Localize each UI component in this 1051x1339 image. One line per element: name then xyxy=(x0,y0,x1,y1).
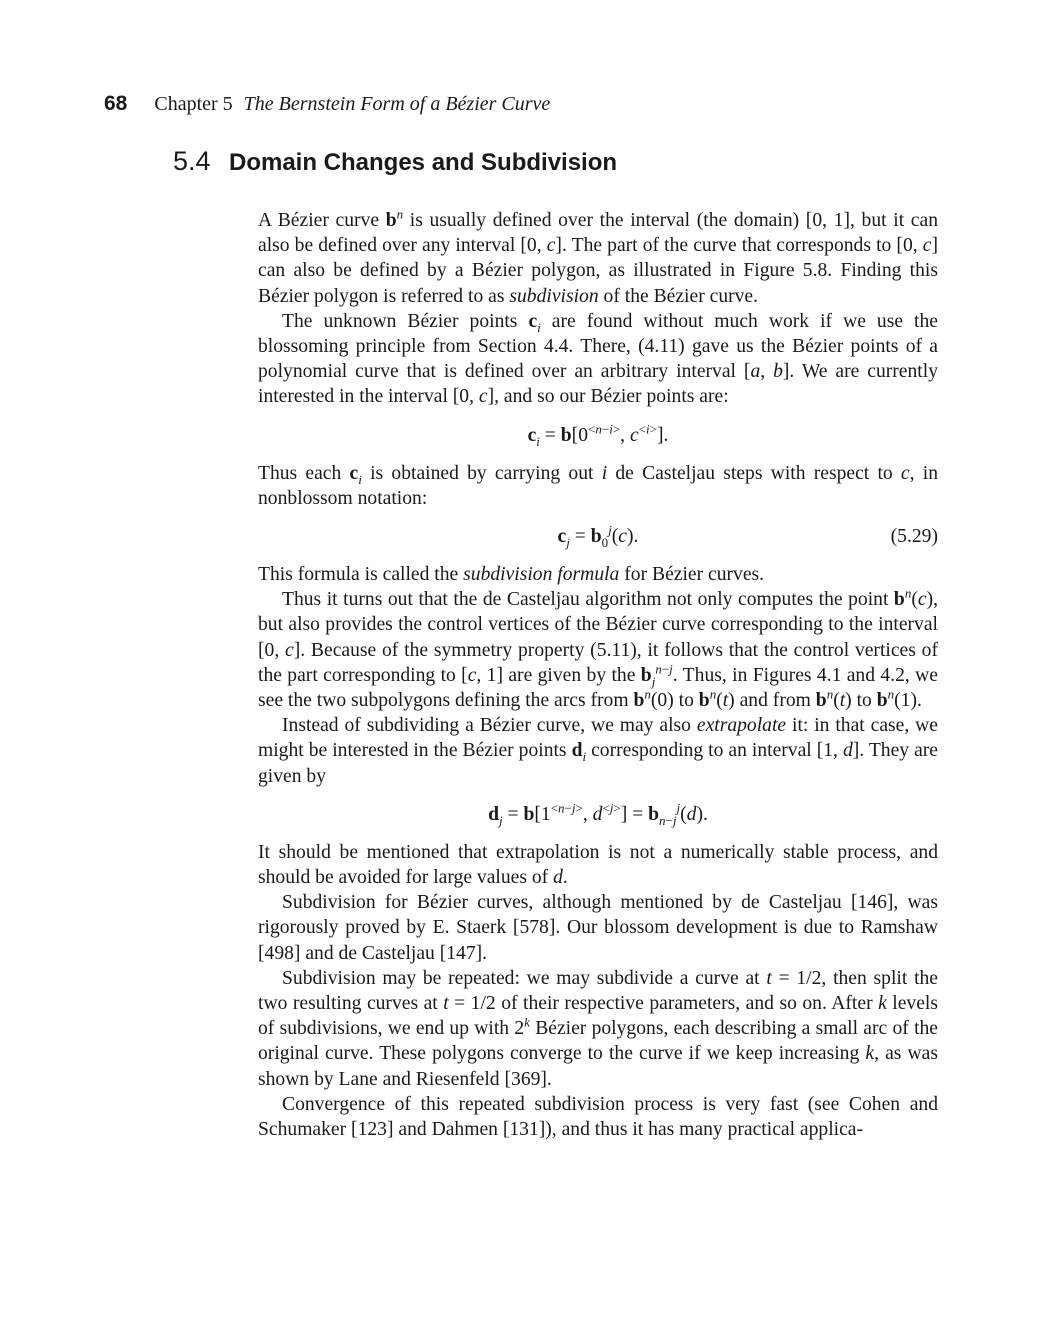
equation-ci-blossom: $c_i = b[0^{<n-i>}$, $c^{<i>}$]. xyxy=(527,421,669,449)
paragraph-9: Subdivision may be repeated: we may subdivide a curve at t = 1/2, then split the two resulting curves at t = 1/2 of their respective parameters, and so on. After k levels of subdivisions, we end up with 2$^k$ Bézier polygons, each describing a small arc of the original curve. These polygons converge to the curve if we keep increasing k, as was shown by Lane and Riesenfeld [369]. xyxy=(258,967,939,1090)
equation-dj: $d_j = b[1^{<n-j>}$, $d^{<j>}] = b_{n-j}^j(d)$. xyxy=(488,800,708,828)
section-number: 5.4 xyxy=(173,146,211,176)
paragraph-8: Subdivision for Bézier curves, although mentioned by de Casteljau [146], was rigorously proved by E. Staerk [578]. Our blossom development is due to Ramshaw [498] and de Casteljau [147]. xyxy=(258,892,938,964)
paragraph-6: Instead of subdividing a Bézier curve, we may also extrapolate it: in that case, we might be interested in the Bézier points $d_i$ corresponding to an interval [1, d]. They are given by xyxy=(258,715,938,787)
equation-number: (5.29) xyxy=(890,526,938,548)
paragraph-7: It should be mentioned that extrapolation is not a numerically stable process, and should be avoided for large values of d. xyxy=(258,841,938,889)
body-text xyxy=(258,208,938,1142)
paragraph-3: Thus each $c_i$ is obtained by carrying out i de Casteljau steps with respect to c, in nonblossom notation: xyxy=(258,462,938,509)
section-heading xyxy=(173,146,617,177)
page-number: 68 xyxy=(104,92,128,115)
paragraph-4: This formula is called the subdivision formula for Bézier curves. xyxy=(258,564,765,586)
paragraph-5: Thus it turns out that the de Casteljau algorithm not only computes the point $b^n(c)$, but also provides the control vertices of the Bézier curve corresponding to the interval [0, c]. Because of the symmetry property (5.11), it follows that the control vertices of the part corresponding to [c, 1] are given by the $b_j^{n-j}$. Thus, in Figures 4.1 and 4.2, we see the two subpolygons defining the arcs from $b^n(0)$ to $b^n(t)$ and from $b^n(t)$ to $b^n(1)$. xyxy=(258,585,938,712)
equation-5-29: $c_j = b_0^j(c)$. (5.29) xyxy=(557,522,938,550)
chapter-label: Chapter 5 xyxy=(154,93,233,115)
paragraph-10: Convergence of this repeated subdivision process is very fast (see Cohen and Schumaker [123] and Dahmen [131]), and thus it has many practical applica- xyxy=(258,1093,938,1141)
paragraph-1: A Bézier curve $b^n$ is usually defined over the interval (the domain) [0, 1], but it can also be defined over any interval [0, c]. The part of the curve that corresponds to [0, c] can also be defined by a Bézier polygon, as illustrated in Figure 5.8. Finding this Bézier polygon is referred to as subdivision of the Bézier curve. xyxy=(258,206,938,307)
chapter-title: The Bernstein Form of a Bézier Curve xyxy=(243,93,551,115)
running-head xyxy=(104,92,550,116)
section-title: Domain Changes and Subdivision xyxy=(229,149,618,176)
paragraph-2: The unknown Bézier points $c_i$ are found without much work if we use the blossoming principle from Section 4.4. There, (4.11) gave us the Bézier points of a polynomial curve that is defined over an arbitrary interval [a, b]. We are currently interested in the interval [0, c], and so our Bézier points are: xyxy=(258,310,938,408)
